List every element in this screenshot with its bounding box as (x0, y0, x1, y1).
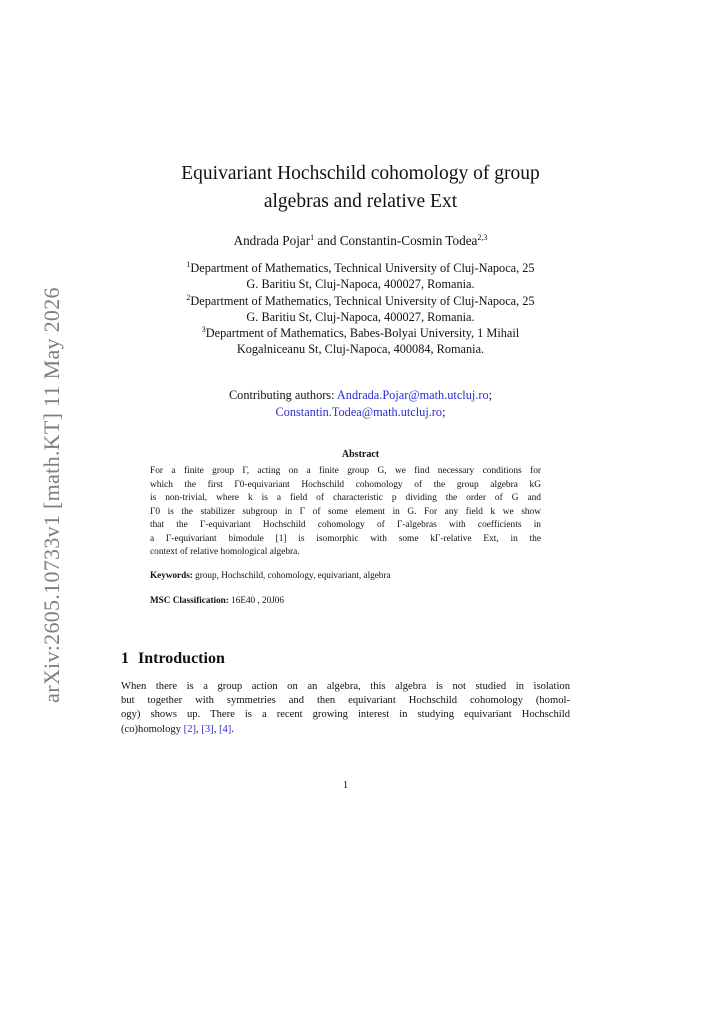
abstract-line: which the first Γ0-equivariant Hochschild cohomology of the group algebra kG (150, 479, 541, 490)
affiliation-1 (0, 260, 721, 276)
citation-link[interactable]: [4] (218, 723, 232, 735)
affiliations (0, 260, 721, 358)
contrib-label: Contributing authors: (228, 388, 337, 402)
email-link-1[interactable]: Andrada.Pojar@math.utcluj.ro (336, 388, 489, 402)
abstract-text (150, 465, 541, 560)
ref-sep: , (196, 723, 202, 735)
abstract-heading: Abstract (341, 449, 380, 460)
keywords-value: group, Hochschild, cohomology, equivariant, algebra (192, 570, 391, 580)
affil-mark: 3 (201, 325, 206, 335)
abstract-line: context of relative homological algebra. (150, 547, 300, 557)
page-number: 1 (342, 780, 349, 791)
author-affil-mark: 1 (310, 233, 315, 242)
affil-line: Department of Mathematics, Babes-Bolyai University, 1 Mihail (205, 326, 520, 341)
msc-label: MSC Classification: (150, 595, 229, 605)
abstract-line: For a finite group Γ, acting on a finite group G, we find necessary conditions for (150, 466, 541, 476)
affil-line: Department of Mathematics, Technical University of Cluj-Napoca, 25 (190, 293, 535, 308)
section-heading (121, 650, 225, 668)
title-line-1: Equivariant Hochschild cohomology of group (181, 163, 540, 184)
contrib-sep: ; (442, 404, 446, 419)
affiliation-3-cont: Kogalniceanu St, Cluj-Napoca, 400084, Romania. (236, 342, 485, 357)
citation-link[interactable]: [2] (183, 723, 197, 735)
keywords (150, 570, 550, 580)
msc-classification (150, 595, 550, 605)
section-number: 1 (121, 650, 129, 667)
affil-mark: 1 (186, 260, 191, 269)
affiliation-2-cont: G. Baritiu St, Cluj-Napoca, 400027, Romania. (246, 309, 475, 324)
email-link-2[interactable]: Constantin.Todea@math.utcluj.ro (275, 404, 443, 419)
author-affil-mark: 2,3 (477, 233, 488, 242)
author-name: Andrada Pojar (233, 233, 311, 248)
section-title: Introduction (138, 650, 225, 667)
abstract-line: that the Γ-equivariant Hochschild cohomology of Γ-algebras with coefficients in (150, 520, 541, 530)
affiliation-2 (0, 293, 721, 309)
intro-line: When there is a group action on an algebra, this algebra is not studied in isolation (121, 681, 570, 692)
contrib-sep: ; (488, 388, 493, 402)
contrib-line-2 (0, 404, 721, 421)
affiliation-3 (0, 325, 721, 341)
intro-paragraph (121, 680, 570, 737)
contributing-authors (0, 387, 721, 420)
ref-sep: , (213, 723, 219, 735)
affil-mark: 2 (186, 292, 191, 302)
intro-text: (co)homology (121, 723, 184, 735)
abstract-line: is non-trivial, where k is a field of characteristic p dividing the order of G and (150, 493, 541, 503)
paper-title (0, 160, 721, 216)
citation-link[interactable]: [3] (201, 723, 214, 735)
author-list (0, 233, 721, 249)
intro-text-end: . (231, 723, 234, 735)
contrib-line-1 (0, 387, 721, 404)
title-line-2: algebras and relative Ext (263, 191, 458, 212)
intro-line: ogy) shows up. There is a recent growing interest in studying equivariant Hochschild (121, 709, 570, 721)
abstract-line: a Γ-equivariant bimodule [1] is isomorphic with some kΓ-relative Ext, in the (150, 533, 541, 544)
msc-value: 16E40 , 20J06 (228, 595, 284, 605)
keywords-label: Keywords: (150, 570, 193, 580)
author-name: Constantin-Cosmin Todea (339, 233, 478, 248)
affiliation-1-cont: G. Baritiu St, Cluj-Napoca, 400027, Romania. (246, 277, 475, 292)
author-conjunction: and (314, 233, 340, 248)
affil-line: Department of Mathematics, Technical University of Cluj-Napoca, 25 (190, 261, 535, 275)
abstract-line: Γ0 is the stabilizer subgroup in Γ of some element in G. For any field k we show (150, 506, 541, 517)
arxiv-stamp: arXiv:2605.10733v1 [math.KT] 11 May 2026 (39, 287, 64, 703)
intro-line: but together with symmetries and then equivariant Hochschild cohomology (homol- (121, 695, 570, 707)
intro-line-last (121, 723, 570, 737)
